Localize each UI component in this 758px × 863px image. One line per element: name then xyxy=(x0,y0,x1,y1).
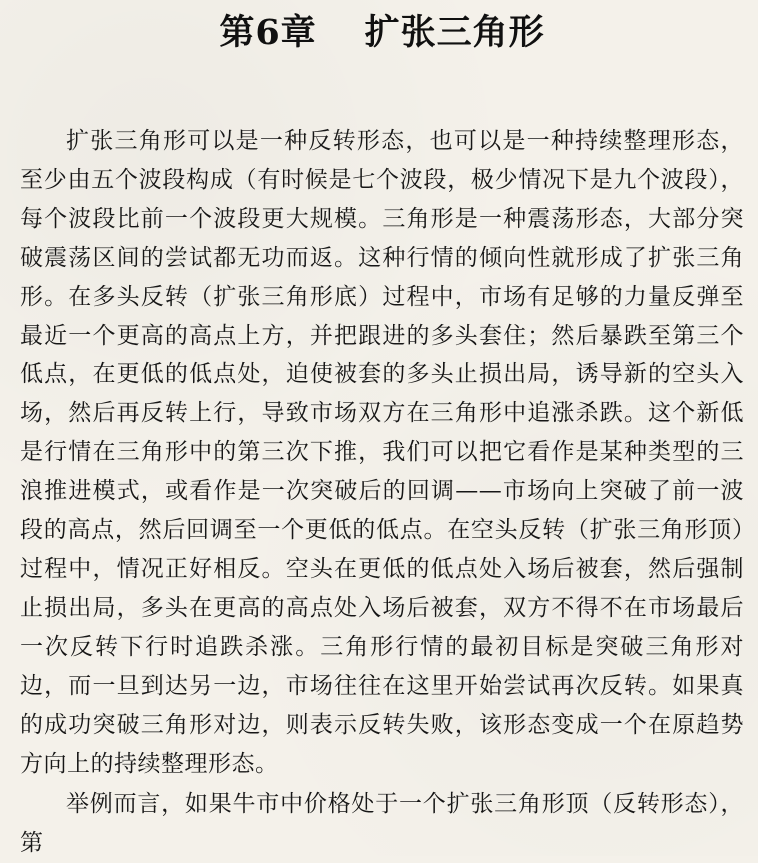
paragraph-1: 扩张三角形可以是一种反转形态，也可以是一种持续整理形态，至少由五个波段构成（有时候是七个波段，极少情况下是九个波段），每个波段比前一个波段更大规模。三角形是一种震荡形态，大部分突破震荡区间的尝试都无功而返。这种行情的倾向性就形成了扩张三角形。在多头反转（扩张三角形底）过程中，市场有足够的力量反弹至最近一个更高的高点上方，并把跟进的多头套住；然后暴跌至第三个低点，在更低的低点处，迫使被套的多头止损出局，诱导新的空头入场，然后再反转上行，导致市场双方在三角形中追涨杀跌。这个新低是行情在三角形中的第三次下推，我们可以把它看作是某种类型的三浪推进模式，或看作是一次突破后的回调——市场向上突破了前一波段的高点，然后回调至一个更低的低点。在空头反转（扩张三角形顶）过程中，情况正好相反。空头在更低的低点处入场后被套，然后强制止损出局，多头在更高的高点处入场后被套，双方不得不在市场最后一次反转下行时追跌杀涨。三角形行情的最初目标是突破三角形对边，而一旦到达另一边，市场往往在这里开始尝试再次反转。如果真的成功突破三角形对边，则表示反转失败，该形态变成一个在原趋势方向上的持续整理形态。 xyxy=(20,128,744,777)
paragraph-2: 举例而言，如果牛市中价格处于一个扩张三角形顶（反转形态），第 xyxy=(20,791,744,857)
chapter-body xyxy=(20,122,744,863)
chapter-name: 扩张三角形 xyxy=(364,12,545,53)
chapter-number: 第6章 xyxy=(219,12,317,53)
chapter-title xyxy=(20,0,744,62)
